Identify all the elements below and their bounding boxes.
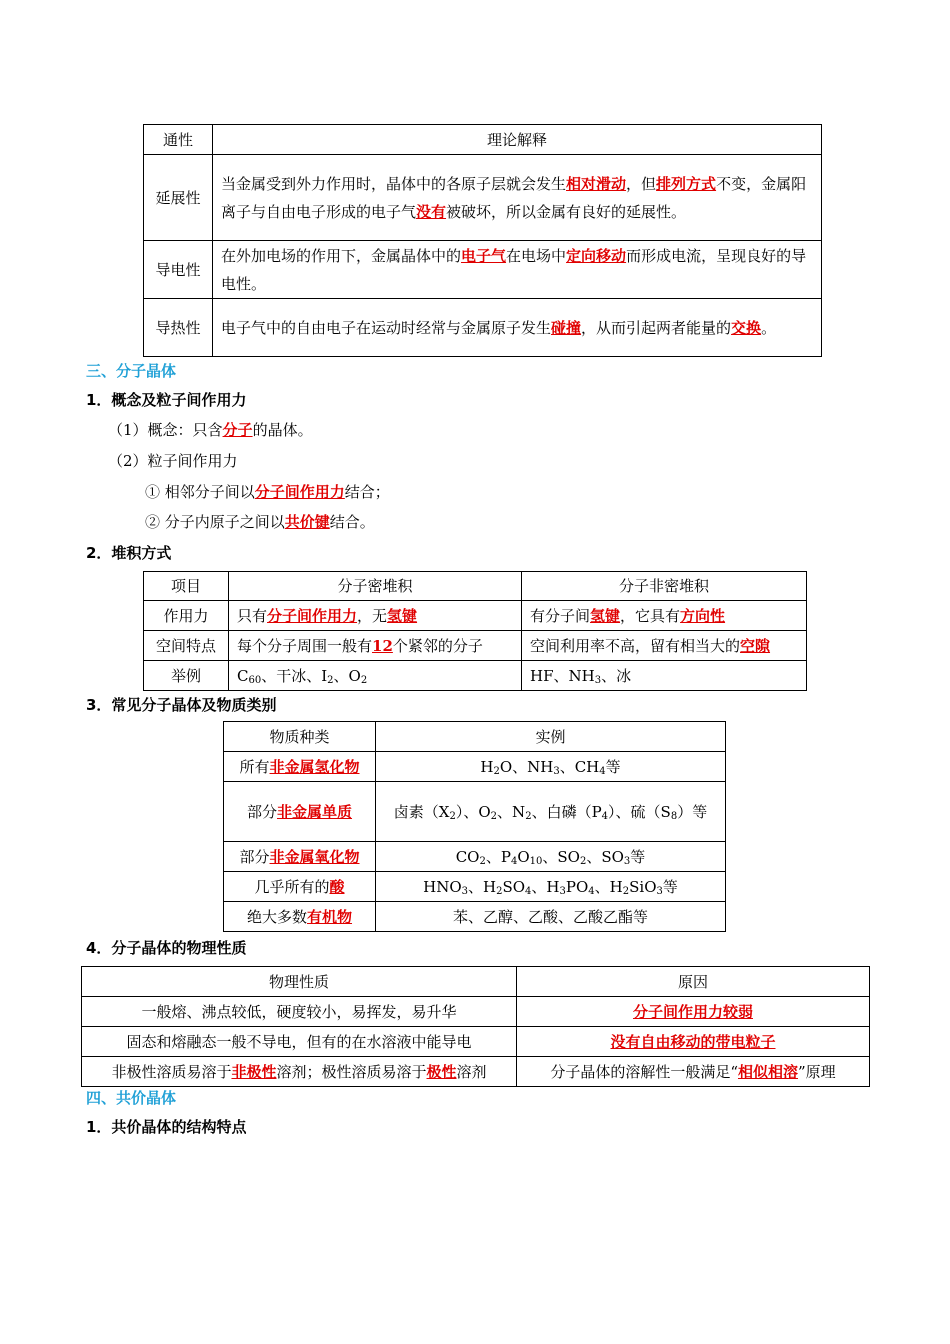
property-cell: 固态和熔融态一般不导电，但有的在水溶液中能导电 [82, 1027, 517, 1057]
example-cell: $H_2O$、$NH_3$、$CH_4$等 [376, 752, 726, 782]
header-property: 通性 [144, 125, 213, 155]
cell: 只有分子间作用力，无氢键 [229, 601, 522, 631]
header-item: 项目 [144, 572, 229, 601]
row-label: 延展性 [144, 155, 213, 241]
heading: 3．常见分子晶体及物质类别 [86, 696, 277, 714]
example-cell: $HNO_3$、$H_2SO_4$、$H_3PO_4$、$H_2SiO_3$等 [376, 872, 726, 902]
category-cell: 部分非金属氧化物 [224, 842, 376, 872]
cell: 每个分子周围一般有12个紧邻的分子 [229, 631, 522, 661]
example-cell: 苯、乙醇、乙酸、乙酸乙酯等 [376, 902, 726, 932]
row-explanation: 在外加电场的作用下，金属晶体中的电子气在电场中定向移动而形成电流，呈现良好的导电性。 [213, 241, 822, 299]
row-label: 导电性 [144, 241, 213, 299]
cell: 有分子间氢键，它具有方向性 [522, 601, 807, 631]
header-example: 实例 [376, 722, 726, 752]
paragraph: （1）概念：只含分子的晶体。 [108, 421, 313, 439]
paragraph: （2）粒子间作用力 [108, 452, 238, 470]
section-heading: 三、分子晶体 [86, 362, 177, 380]
category-cell: 绝大多数有机物 [224, 902, 376, 932]
row-explanation: 电子气中的自由电子在运动时经常与金属原子发生碰撞，从而引起两者能量的交换。 [213, 299, 822, 357]
heading: 1．概念及粒子间作用力 [86, 391, 247, 409]
heading: 2．堆积方式 [86, 544, 172, 562]
row-label: 作用力 [144, 601, 229, 631]
header-category: 物质种类 [224, 722, 376, 752]
header-explanation: 理论解释 [213, 125, 822, 155]
header-non-dense: 分子非密堆积 [522, 572, 807, 601]
substance-category-table [223, 721, 726, 932]
category-cell: 所有非金属氢化物 [224, 752, 376, 782]
row-label: 空间特点 [144, 631, 229, 661]
paragraph: ② 分子内原子之间以共价键结合。 [145, 513, 375, 531]
cell: HF、$NH_3$、冰 [522, 661, 807, 691]
physical-properties-table [81, 966, 870, 1087]
example-cell: $CO_2$、$P_4O_{10}$、$SO_2$、$SO_3$等 [376, 842, 726, 872]
example-cell: 卤素$(X_2)$、$O_2$、$N_2$、白磷$(P_4)$、硫$(S_8)$等 [376, 782, 726, 842]
heading: 4．分子晶体的物理性质 [86, 939, 247, 957]
metal-properties-table [143, 124, 822, 357]
row-label: 举例 [144, 661, 229, 691]
property-cell: 一般熔、沸点较低，硬度较小，易挥发，易升华 [82, 997, 517, 1027]
section-heading: 四、共价晶体 [86, 1089, 177, 1107]
reason-cell: 分子间作用力较弱 [517, 997, 870, 1027]
heading: 1．共价晶体的结构特点 [86, 1118, 247, 1136]
reason-cell: 没有自由移动的带电粒子 [517, 1027, 870, 1057]
header-dense: 分子密堆积 [229, 572, 522, 601]
header-property: 物理性质 [82, 967, 517, 997]
row-label: 导热性 [144, 299, 213, 357]
category-cell: 部分非金属单质 [224, 782, 376, 842]
reason-cell: 分子晶体的溶解性一般满足“相似相溶”原理 [517, 1057, 870, 1087]
category-cell: 几乎所有的酸 [224, 872, 376, 902]
row-explanation: 当金属受到外力作用时，晶体中的各原子层就会发生相对滑动，但排列方式不变，金属阳离子与自由电子形成的电子气没有被破坏，所以金属有良好的延展性。 [213, 155, 822, 241]
cell: 空间利用率不高，留有相当大的空隙 [522, 631, 807, 661]
property-cell: 非极性溶质易溶于非极性溶剂；极性溶质易溶于极性溶剂 [82, 1057, 517, 1087]
stacking-table [143, 571, 807, 691]
cell: $C_{60}$、干冰、$I_2$、$O_2$ [229, 661, 522, 691]
paragraph: ① 相邻分子间以分子间作用力结合； [145, 483, 390, 501]
header-reason: 原因 [517, 967, 870, 997]
